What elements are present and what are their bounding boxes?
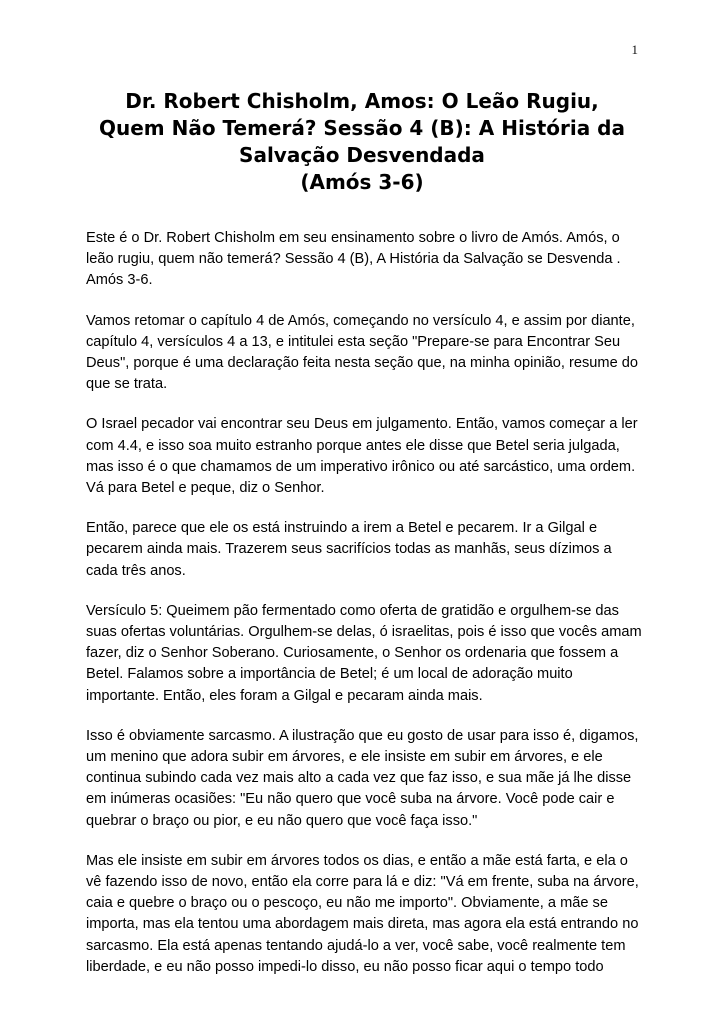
title-line: Dr. Robert Chisholm, Amos: O Leão Rugiu, xyxy=(125,89,599,113)
paragraph: Vamos retomar o capítulo 4 de Amós, começando no versículo 4, e assim por diante, capítulo 4, versículos 4 a 13, e intitulei esta seção "Prepare-se para Encontrar Seu Deus", porque é uma declaração feita nesta seção que, na minha opinião, resume do que se trata. xyxy=(86,312,638,393)
document-title xyxy=(86,88,638,196)
paragraph: Este é o Dr. Robert Chisholm em seu ensinamento sobre o livro de Amós. Amós, o leão rugiu, quem não temerá? Sessão 4 (B), A História da Salvação se Desvenda . Amós 3-6. xyxy=(86,230,621,289)
title-line: Salvação Desvendada xyxy=(239,143,485,167)
paragraph: Então, parece que ele os está instruindo a irem a Betel e pecarem. Ir a Gilgal e pecarem ainda mais. Trazerem seus sacrifícios todas as manhãs, seus dízimos a cada três anos. xyxy=(86,520,612,579)
page-number: 1 xyxy=(631,42,638,57)
paragraph: Mas ele insiste em subir em árvores todos os dias, e então a mãe está farta, e ela o vê fazendo isso de novo, então ela corre para lá e diz: "Vá em frente, suba na árvore, caia e quebre o braço ou o pescoço, eu não me importo". Obviamente, a mãe se importa, mas ela tentou uma abordagem mais direta, mas agora ela está entrando no sarcasmo. Ela está apenas tentando ajudá-lo a ver, você sabe, você realmente tem liberdade, e eu não posso impedi-lo disso, eu não posso ficar aqui o tempo todo xyxy=(86,852,639,975)
paragraph: Isso é obviamente sarcasmo. A ilustração que eu gosto de usar para isso é, digamos, um menino que adora subir em árvores, e ele insiste em subir em árvores, e ele continua subindo cada vez mais alto a cada vez que faz isso, e sua mãe já lhe disse em inúmeras ocasiões: "Eu não quero que você suba na árvore. Você pode cair e quebrar o braço ou pior, e eu não quero que você faça isso." xyxy=(86,727,639,829)
paragraph: O Israel pecador vai encontrar seu Deus em julgamento. Então, vamos começar a ler com 4.4, e isso soa muito estranho porque antes ele disse que Betel seria julgada, mas isso é o que chamamos de um imperativo irônico ou até sarcástico, uma ordem. Vá para Betel e peque, diz o Senhor. xyxy=(86,416,638,497)
paragraph: Versículo 5: Queimem pão fermentado como oferta de gratidão e orgulhem-se das suas ofertas voluntárias. Orgulhem-se delas, ó israelitas, pois é isso que vocês amam fazer, diz o Senhor Soberano. Curiosamente, o Senhor os ordenaria que fossem a Betel. Falamos sobre a importância de Betel; é um local de adoração muito importante. Então, eles foram a Gilgal e pecaram ainda mais. xyxy=(86,602,642,704)
body-text xyxy=(86,228,642,997)
title-line: (Amós 3-6) xyxy=(300,170,424,194)
title-line: Quem Não Temerá? Sessão 4 (B): A História da xyxy=(99,116,625,140)
